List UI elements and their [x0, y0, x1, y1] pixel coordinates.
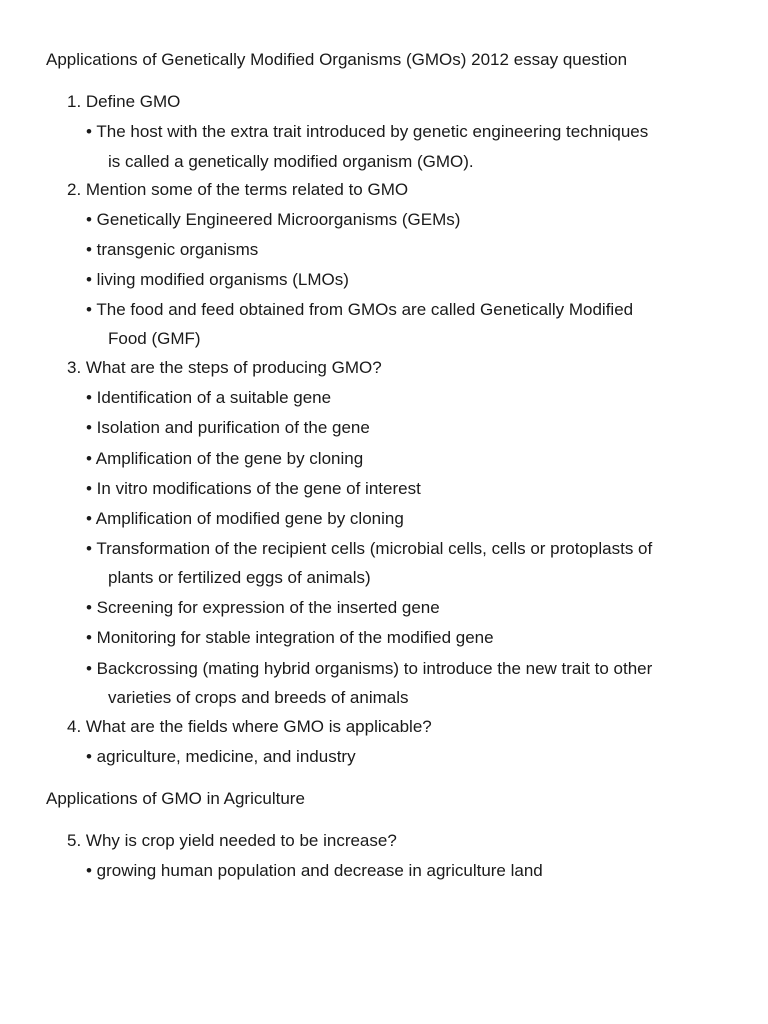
q2-bullet-3: • living modified organisms (LMOs)	[86, 270, 349, 289]
q2-bullet-1: • Genetically Engineered Microorganisms (GEMs)	[86, 210, 461, 229]
section-title-agriculture: Applications of GMO in Agriculture	[46, 789, 305, 808]
question-3: 3. What are the steps of producing GMO?	[67, 358, 382, 377]
q5-bullet-1: • growing human population and decrease in agriculture land	[86, 861, 543, 880]
q3-bullet-6-continued: plants or fertilized eggs of animals)	[108, 568, 371, 587]
q3-bullet-5: • Amplification of modified gene by cloning	[86, 509, 404, 528]
q3-bullet-3: • Amplification of the gene by cloning	[86, 449, 364, 468]
question-4: 4. What are the fields where GMO is applicable?	[67, 717, 432, 736]
q3-bullet-1: • Identification of a suitable gene	[86, 388, 332, 407]
document-title: Applications of Genetically Modified Organisms (GMOs) 2012 essay question	[46, 50, 628, 69]
q3-bullet-8: • Monitoring for stable integration of the modified gene	[86, 628, 494, 647]
q1-bullet-1: • The host with the extra trait introduced by genetic engineering techniques	[86, 122, 649, 141]
q2-bullet-4-continued: Food (GMF)	[108, 329, 201, 348]
q3-bullet-7: • Screening for expression of the inserted gene	[86, 598, 440, 617]
q3-bullet-9-continued: varieties of crops and breeds of animals	[108, 688, 409, 707]
question-1: 1. Define GMO	[67, 92, 181, 111]
q2-bullet-4: • The food and feed obtained from GMOs are called Genetically Modified	[86, 300, 634, 319]
q3-bullet-4: • In vitro modifications of the gene of interest	[86, 479, 421, 498]
q3-bullet-9: • Backcrossing (mating hybrid organisms) to introduce the new trait to other	[86, 659, 653, 678]
q1-bullet-1-continued: is called a genetically modified organism (GMO).	[108, 152, 474, 171]
question-5: 5. Why is crop yield needed to be increase?	[67, 831, 397, 850]
q3-bullet-2: • Isolation and purification of the gene	[86, 418, 370, 437]
q3-bullet-6: • Transformation of the recipient cells (microbial cells, cells or protoplasts of	[86, 539, 653, 558]
q4-bullet-1: • agriculture, medicine, and industry	[86, 747, 356, 766]
question-2: 2. Mention some of the terms related to GMO	[67, 180, 409, 199]
q2-bullet-2: • transgenic organisms	[86, 240, 259, 259]
